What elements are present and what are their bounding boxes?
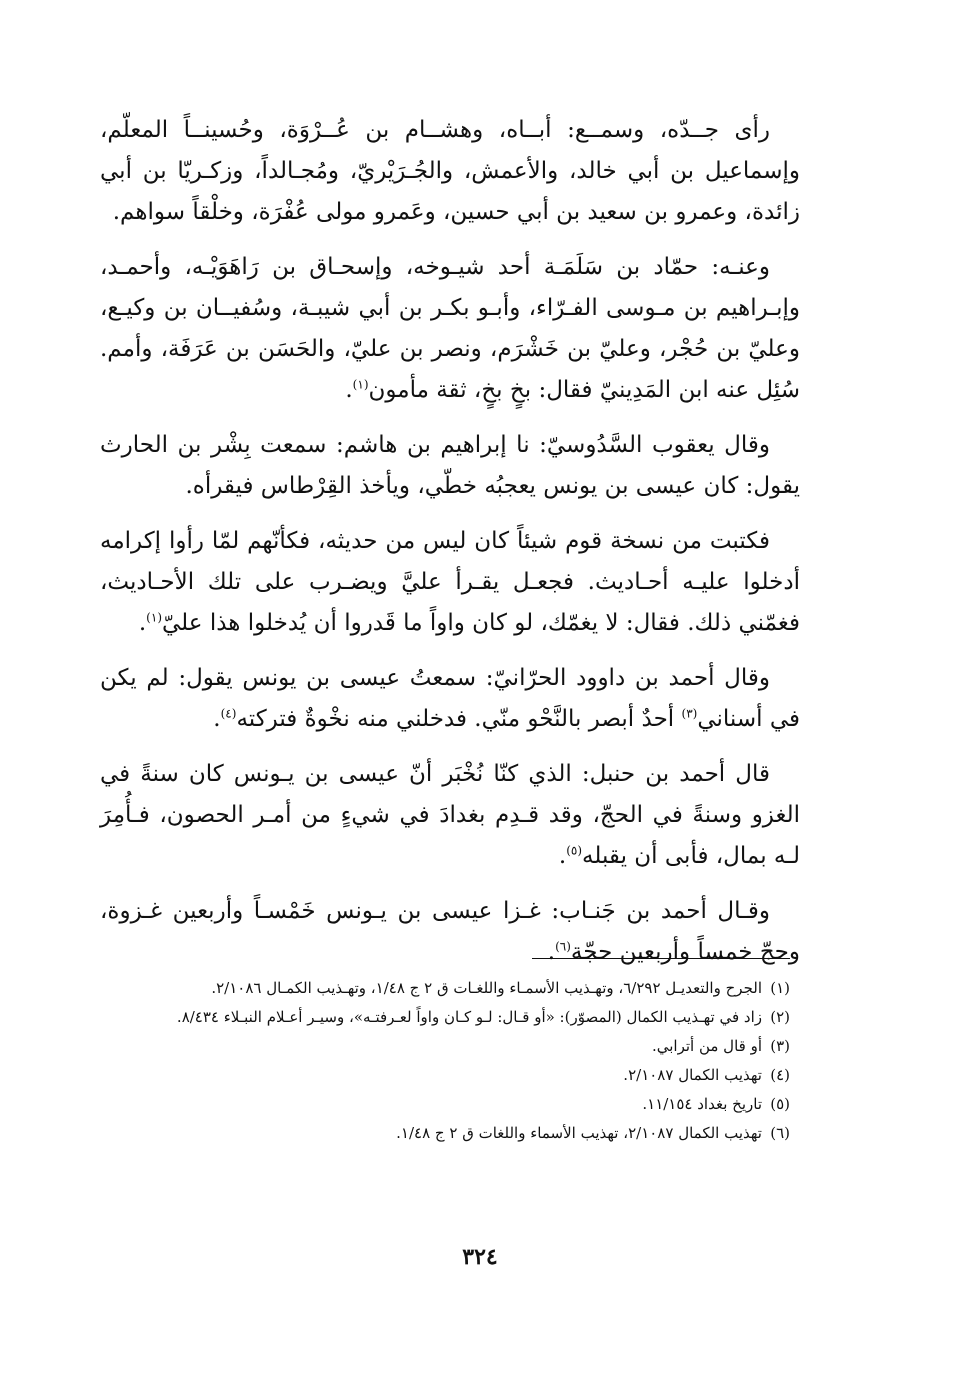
footnote-number: (٦): [770, 1124, 790, 1142]
footnote-ref: (١): [146, 610, 162, 625]
footnote-divider: [532, 958, 790, 959]
footnote-1: (١)الجرح والتعديـل ٦/٢٩٢، وتهـذيب الأسمـاء واللغـات ق ٢ ج ١/٤٨، وتهـذيب الكمـال ٢/١٠٨٦.: [100, 976, 790, 1001]
footnotes: [100, 976, 790, 1150]
main-text: [100, 110, 800, 987]
footnote-6: (٦)تهذيب الكمال ٢/١٠٨٧، تهذيب الأسماء واللغات ق ٢ ج ١/٤٨.: [100, 1121, 790, 1146]
footnote-ref: (٦): [555, 939, 571, 954]
footnote-2: (٢)زاد في تهـذيب الكمال (المصوّر): «أو قـال: لـو كـان واواً لعـرفتـه»، وسيـر أعـلام النبـلاء ٨/٤٣٤.: [100, 1005, 790, 1030]
footnote-ref: (٤): [220, 706, 237, 721]
paragraph-4: فكتبت من نسخة قوم شيئاً كان ليس من حديثه، فكأنّهم لمّا رأوا إكرامه أدخلوا عليـه أحـاديث. فجعـل يقـرأ عليَّ ويضـرب على تلك الأحـاديث، فغمّني ذلك. فقال: لا يغمّك، لو كان واواً ما قَدروا أن يُدخلوا هذا عليّ$^{(١)}$.: [100, 528, 800, 636]
footnote-number: (٤): [770, 1066, 790, 1084]
footnote-number: (٥): [770, 1095, 790, 1113]
footnote-number: (١): [770, 979, 790, 997]
paragraph-1: رأى جــدّه، وسمــع: أبــاه، وهشــام بن عُــرْوَة، وحُسينــاً المعلّم، وإسماعيل بن أبي خالد، والأعمش، والجُـرَيْريّ، ومُجـالداً، وزكـريّا بن أبي زائدة، وعمرو بن سعيد بن أبي حسين، وعَمرو مولى عُفْرَة، وخلْقاً سواهم.: [100, 117, 800, 225]
footnote-ref: (٣): [681, 706, 698, 721]
paragraph-2: وعنـه: حمّاد بن سَلَمَـة أحد شيـوخه، وإسحـاق بن رَاهَوَيْـه، وأحمـد، وإبـراهيم بن مـوسى الفـرّاء، وأبـو بكـر بن أبي شيبـة، وسُفيــان بن وكيـع، وعليّ بن حُجْر، وعليّ بن خَشْرَم، ونصر بن عليّ، والحَسَن بن عَرَفَة، وأمم. سُئِل عنه ابن المَدِينيّ فقال: بخٍ بخٍ، ثقة مأمون$^{(١)}$.: [100, 254, 800, 403]
paragraph-6: قال أحمد بن حنبل: الذي كنّا نُخْبَر أنّ عيسى بن يـونس كان سنةً في الغزو وسنةً في الحجّ، وقد قـدِم بغدادَ في شيءٍ من أمـر الحصون، فـأُمِرَ لـه بمال، فأبى أن يقبله$^{(٥)}$.: [100, 761, 800, 869]
footnote-number: (٣): [770, 1037, 790, 1055]
footnote-3: (٣)أو قال من أترابي.: [100, 1034, 790, 1059]
paragraph-7: وقـال أحمد بن جَنـاب: غـزا عيسى بن يـونس خَمْسـاً وأربعين غـزوة، وحجّ خمساً وأربعين حجّة$^{(٦)}$.: [100, 898, 800, 965]
footnote-4: (٤)تهذيب الكمال ٢/١٠٨٧.: [100, 1063, 790, 1088]
page-number: ٣٢٤: [462, 1244, 498, 1270]
footnote-ref: (٥): [566, 843, 583, 858]
footnote-number: (٢): [770, 1008, 790, 1026]
paragraph-3: وقال يعقوب السَّدُوسيّ: نا إبراهيم بن هاشم: سمعت بِشْر بن الحارث يقول: كان عيسى بن يونس يعجبُه خطّي، ويأخذ القِرْطاس فيقرأه.: [100, 432, 800, 499]
footnote-5: (٥)تاريخ بغداد ١١/١٥٤.: [100, 1092, 790, 1117]
paragraph-5: وقال أحمد بن داوود الحرّانيّ: سمعتُ عيسى بن يونس يقول: لم يكن في أسناني$^{(٣)}$ أحدٌ أبصر بالنَّحْو منّي. فدخلني منه نخْوةٌ فتركته$^{(٤)}$.: [100, 665, 800, 732]
footnote-ref: (١): [352, 377, 369, 392]
